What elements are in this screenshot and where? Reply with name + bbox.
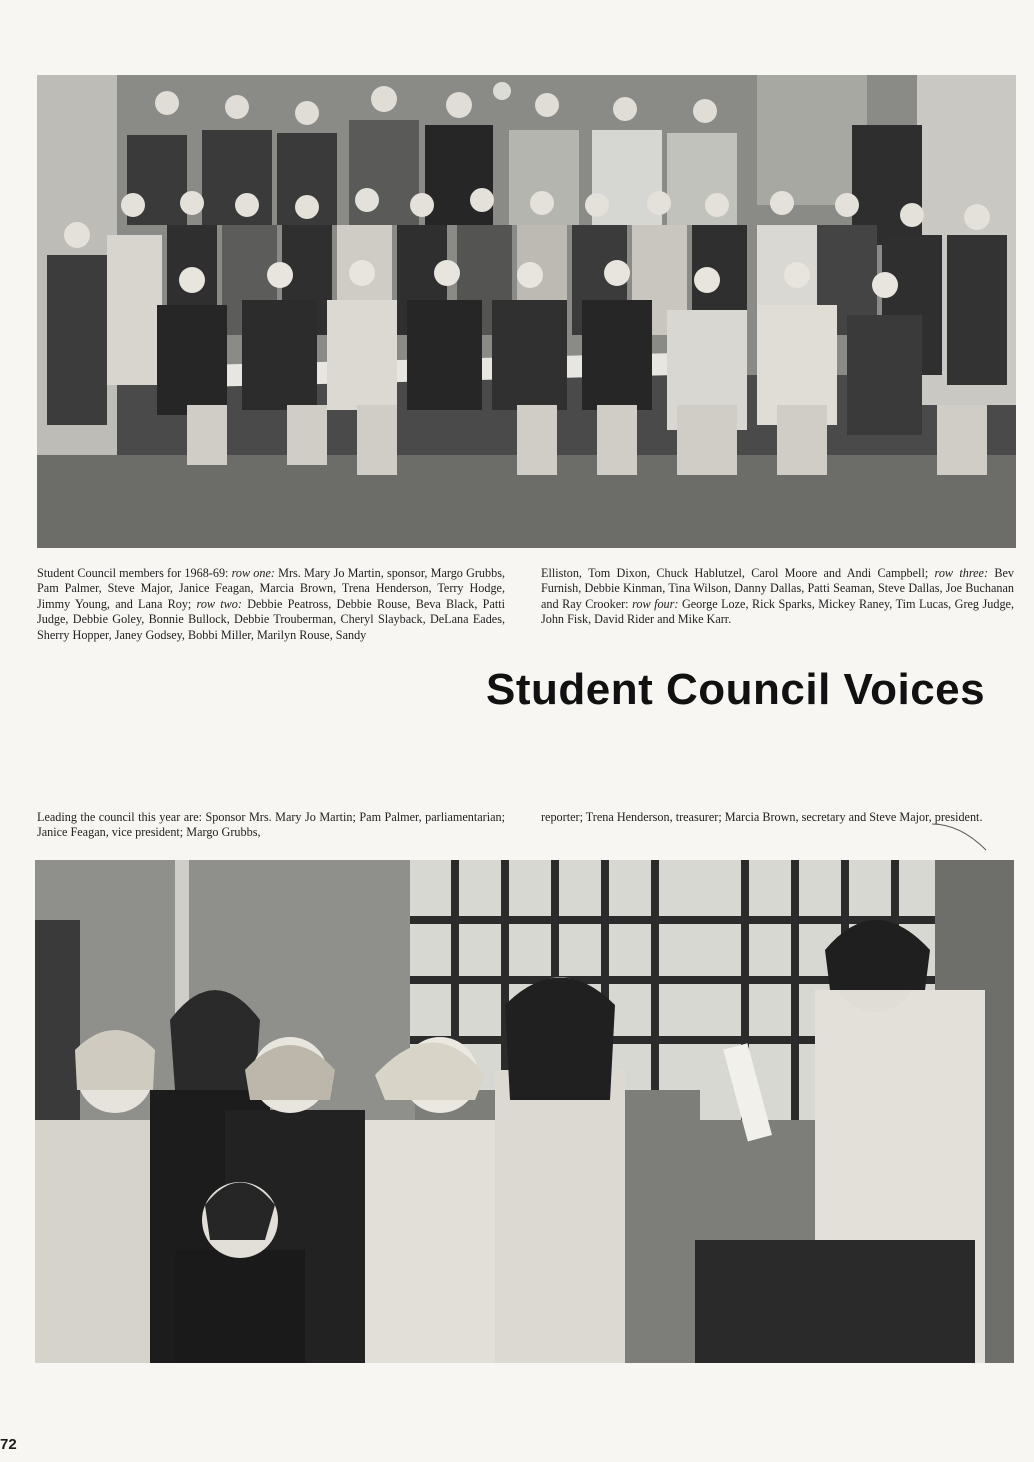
group-photo-image [37,75,1016,548]
caption-row-two-continued: Elliston, Tom Dixon, Chuck Hablutzel, Carol Moore and Andi Campbell; [541,566,929,580]
officers-caption-right: reporter; Trena Henderson, treasurer; Marcia Brown, secretary and Steve Major, president. [541,810,983,824]
officers-caption-left: Leading the council this year are: Sponsor Mrs. Mary Jo Martin; Pam Palmer, parliamentarian; Janice Feagan, vice president; Margo Grubbs, [37,810,505,840]
caption-lead: Student Council members for 1968-69: [37,566,229,580]
page-title: Student Council Voices [486,665,986,714]
caption-row-one: Mrs. Mary Jo Martin, sponsor, Margo Grubbs, Pam Palmer, Steve Major, Janice Feagan, Marcia Brown, Trena Henderson, Terry Hodge, Jimmy Young, and Lana Roy; [37,566,506,611]
caption-row-four-label: row four: [632,596,679,611]
caption-row-three-label: row three: [934,566,989,580]
caption-row-one-label: row one: [231,566,275,580]
caption-row-three: Bev Furnish, Debbie Kinman, Tina Wilson, Danny Dallas, Patti Seaman, Steve Dallas, Joe Buchanan and Ray Crooker: [541,566,1014,611]
officers-photo [35,860,1014,1363]
group-caption-right [541,566,1014,628]
officers-photo-image [35,860,1014,1363]
group-caption-left [37,566,505,643]
pen-mark [930,822,990,852]
page-number: 72 [0,1436,17,1453]
caption-row-four: George Loze, Rick Sparks, Mickey Raney, Tim Lucas, Greg Judge, John Fisk, David Rider and Mike Karr. [541,596,1015,627]
caption-row-two-label: row two: [196,596,242,611]
group-photo [37,75,1016,548]
caption-row-two: Debbie Peatross, Debbie Rouse, Beva Black, Patti Judge, Debbie Goley, Bonnie Bullock, Debbie Trouberman, Cheryl Slayback, DeLana Eades, Sherry Hopper, Janey Godsey, Bobbi Miller, Marilyn Rouse, Sandy [37,596,506,642]
